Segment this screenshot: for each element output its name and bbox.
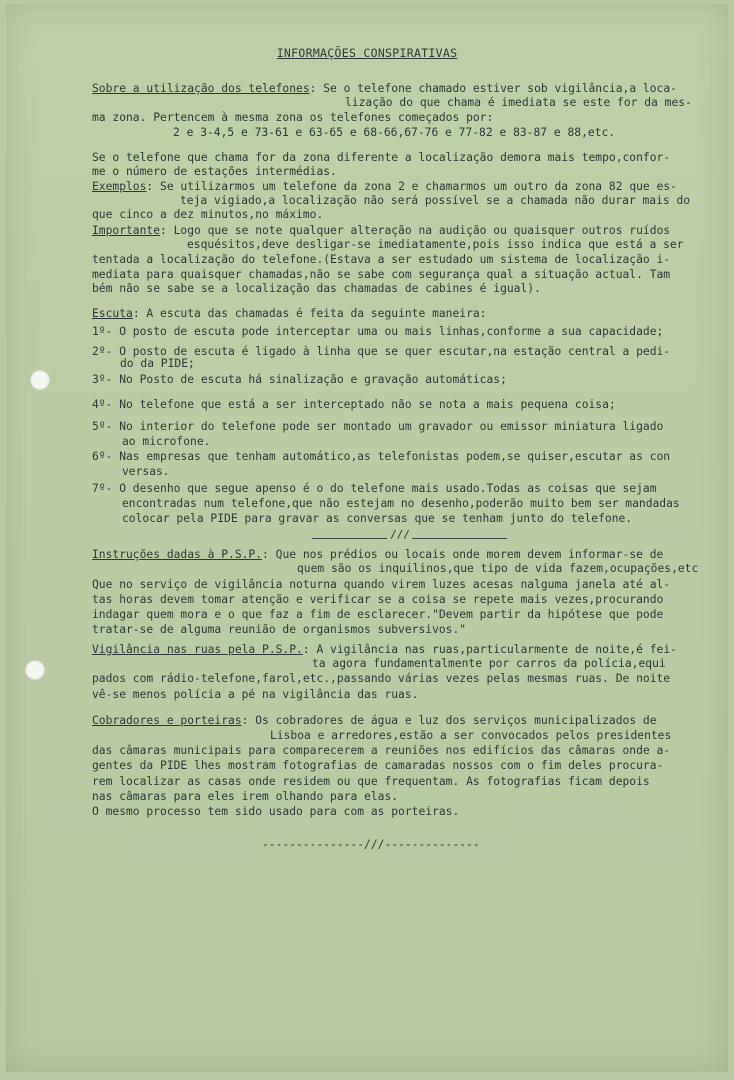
psp-line-4: tas horas devem tomar atenção e verificar se a coisa se repete mais vezes,procurando — [92, 593, 664, 606]
cobradores-heading: Cobradores e porteiras — [92, 714, 242, 727]
importante-line-2: esquésitos,deve desligar-se imediatamente,pois isso indica que está a ser — [187, 238, 684, 251]
psp-line-1: Instruções dadas à P.S.P.: Que nos prédios ou locais onde morem devem informar-se de — [92, 548, 664, 561]
document-title: INFORMAÇÕES CONSPIRATIVAS — [276, 46, 458, 60]
escuta-item-2: 2º- O posto de escuta é ligado à linha que se quer escutar,na estação central a pedi- — [92, 345, 671, 358]
importante-label: Importante — [92, 224, 161, 237]
zona-line-1: Se o telefone que chama for da zona diferente a localização demora mais tempo,confor- — [92, 151, 671, 164]
cobradores-line-2: Lisboa e arredores,estão a ser convocados pelos presidentes — [270, 729, 672, 742]
psp-line-6: tratar-se de alguma reunião de organismos subversivos." — [92, 623, 467, 636]
escuta-label: Escuta — [92, 307, 133, 320]
exemplos-line-3: que cinco a dez minutos,no máximo. — [92, 208, 324, 221]
cobradores-line-6: nas câmaras para eles irem olhando para elas. — [92, 790, 399, 803]
end-separator: ---------------///-------------- — [262, 838, 480, 851]
exemplos-label: Exemplos — [92, 180, 147, 193]
punch-hole — [25, 660, 45, 680]
telefones-heading: Sobre a utilização dos telefones — [92, 82, 310, 95]
importante-line-4: mediata para quaisquer chamadas,não se sabe com segurança qual a situação actual. Tam — [92, 268, 671, 281]
exemplos-line-2: teja vigiado,a localização não será possível se a chamada não durar mais do — [180, 194, 691, 207]
importante-line-5: bém não se sabe se a localização das chamadas de cabines é igual). — [92, 282, 541, 295]
telefones-line-3: ma zona. Pertencem à mesma zona os telefones começados por: — [92, 111, 494, 124]
ruas-line-4: vê-se menos polícia a pé na vigilância das ruas. — [92, 688, 419, 701]
ruas-heading: Vigilância nas ruas pela P.S.P. — [92, 643, 303, 656]
cobradores-line-1: Cobradores e porteiras: Os cobradores de água e luz dos serviços municipalizados de — [92, 714, 657, 727]
escuta-item-7-cont-1: encontradas num telefone,que não estejam no desenho,poderão muito bem ser mandadas — [122, 497, 680, 510]
separator-rule-right — [412, 538, 507, 539]
ruas-line-1: Vigilância nas ruas pela P.S.P.: A vigilância nas ruas,particularmente de noite,é fei- — [92, 643, 677, 656]
psp-line-3: Que no serviço de vigilância noturna quando virem luzes acesas nalguma janela até al- — [92, 578, 671, 591]
punch-hole — [30, 370, 50, 390]
exemplos-line-1: Exemplos: Se utilizarmos um telefone da zona 2 e chamarmos um outro da zona 82 que es- — [92, 180, 677, 193]
ruas-line-3: pados com rádio-telefone,farol,etc.,passando várias vezes pelas mesmas ruas. De noite — [92, 672, 671, 685]
escuta-item-2-cont: do da PIDE; — [120, 357, 195, 370]
telefones-line-1: Sobre a utilização dos telefones: Se o telefone chamado estiver sob vigilância,a loca- — [92, 82, 677, 95]
cobradores-line-7: O mesmo processo tem sido usado para com as porteiras. — [92, 805, 460, 818]
escuta-item-6-cont: versas. — [122, 465, 170, 478]
escuta-item-7-cont-2: colocar pela PIDE para gravar as conversas que se tenham junto do telefone. — [122, 512, 633, 525]
cobradores-line-4: gentes da PIDE lhes mostram fotografias de camaradas nossos com o fim deles procura- — [92, 759, 664, 772]
zona-line-2: me o número de estações intermédias. — [92, 165, 337, 178]
psp-line-2: quem são os inquilinos,que tipo de vida fazem,ocupações,etc — [297, 562, 699, 575]
escuta-item-7: 7º- O desenho que segue apenso é o do telefone mais usado.Todas as coisas que sejam — [92, 482, 657, 495]
escuta-item-5-cont: ao microfone. — [122, 435, 211, 448]
escuta-item-3: 3º- No Posto de escuta há sinalização e gravação automáticas; — [92, 373, 507, 386]
escuta-item-5: 5º- No interior do telefone pode ser montado um gravador ou emissor miniatura ligado — [92, 420, 664, 433]
separator-mark: /// — [390, 528, 410, 541]
importante-line-1: Importante: Logo que se note qualquer alteração na audição ou quaisquer outros ruídos — [92, 224, 671, 237]
escuta-item-1: 1º- O posto de escuta pode interceptar uma ou mais linhas,conforme a sua capacidade; — [92, 325, 664, 338]
psp-line-5: indagar quem mora e o que faz a fim de esclarecer."Devem partir da hipótese que pode — [92, 608, 664, 621]
telefones-line-2: lização do que chama é imediata se este for da mes- — [345, 96, 692, 109]
escuta-item-4: 4º- No telefone que está a ser interceptado não se nota a mais pequena coisa; — [92, 398, 616, 411]
ruas-line-2: ta agora fundamentalmente por carros da polícia,equi — [312, 657, 666, 670]
telefones-zones: 2 e 3-4,5 e 73-61 e 63-65 e 68-66,67-76 e 77-82 e 83-87 e 88,etc. — [173, 126, 616, 139]
importante-line-3: tentada a localização do telefone.(Estava a ser estudado um sistema de localização i- — [92, 253, 671, 266]
cobradores-line-5: rem localizar as casas onde residem ou que frequentam. As fotografias ficam depois — [92, 775, 650, 788]
escuta-intro: Escuta: A escuta das chamadas é feita da seguinte maneira: — [92, 307, 487, 320]
escuta-item-6: 6º- Nas empresas que tenham automático,as telefonistas podem,se quiser,escutar as con — [92, 450, 671, 463]
cobradores-line-3: das câmaras municipais para comparecerem a reuniões nos edifícios das câmaras onde a- — [92, 744, 671, 757]
psp-heading: Instruções dadas à P.S.P. — [92, 548, 263, 561]
